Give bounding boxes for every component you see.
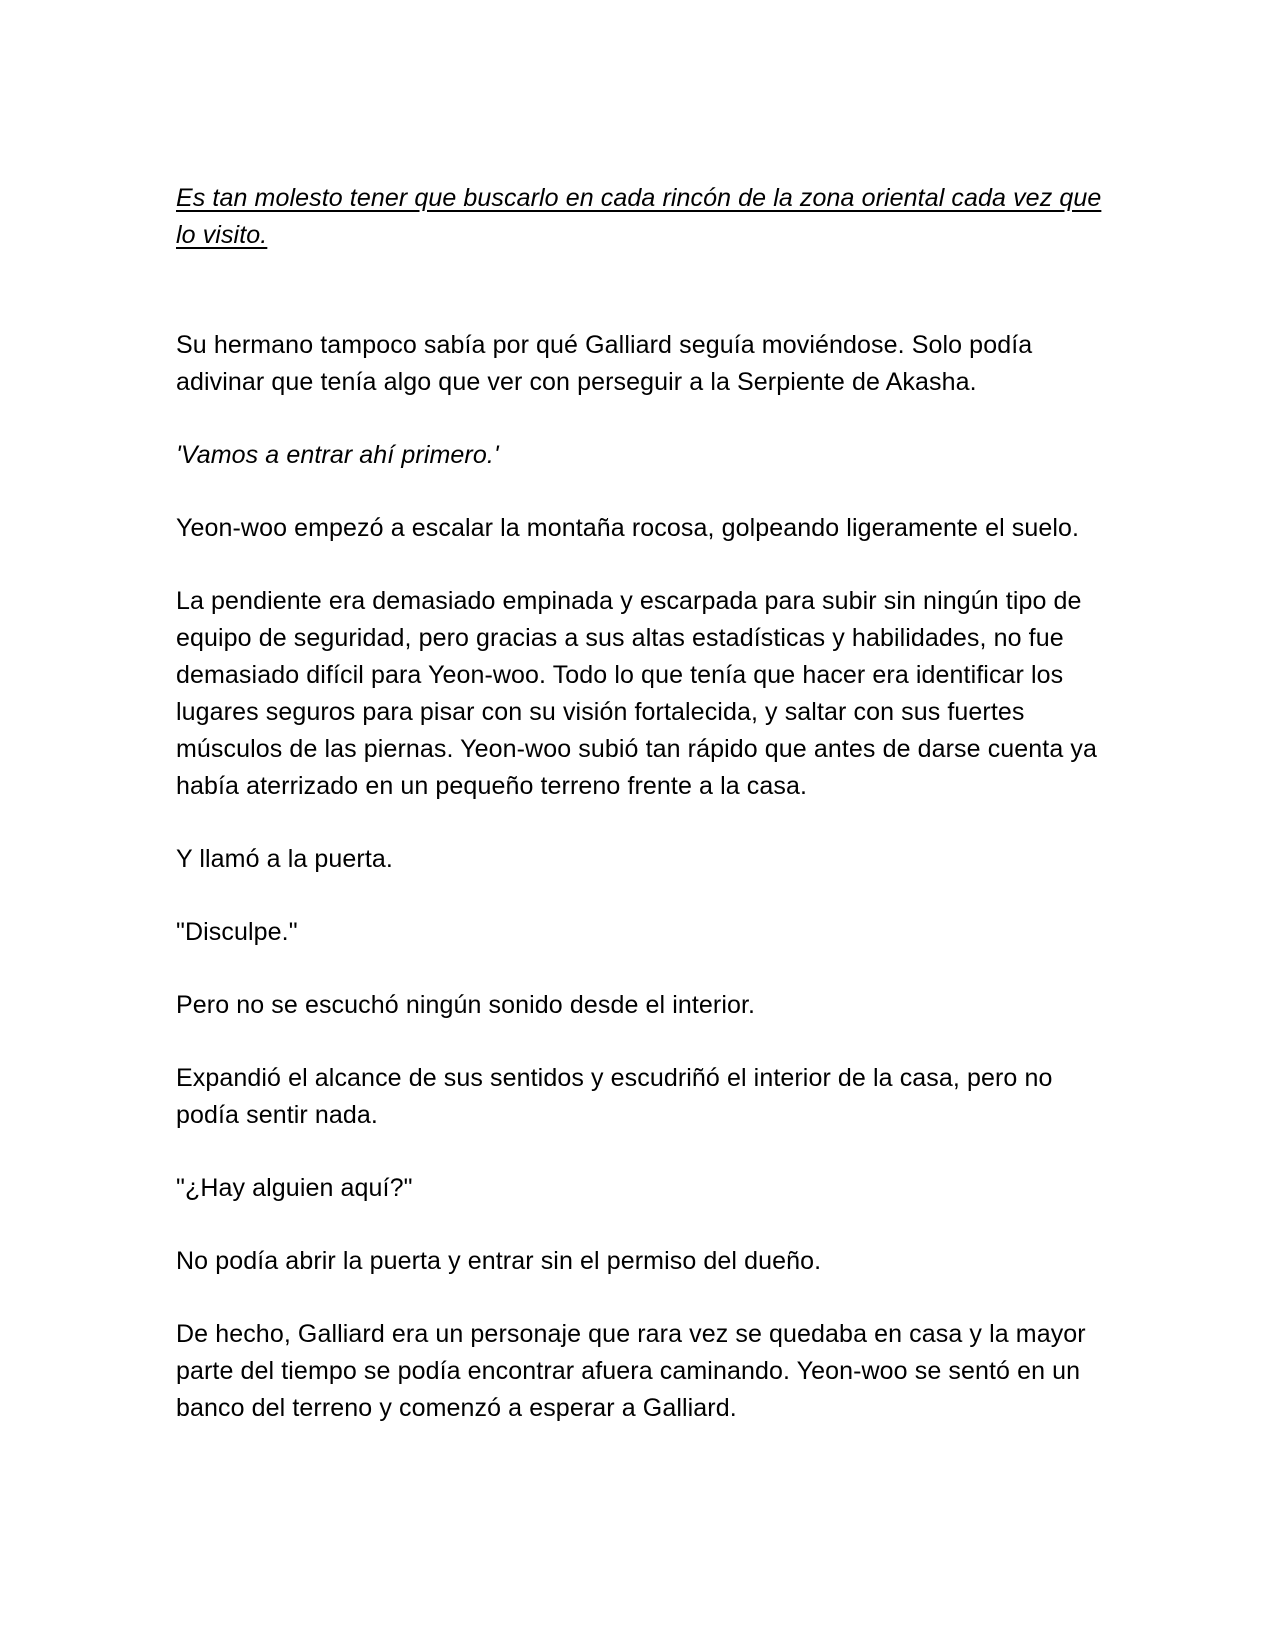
paragraph-7: Pero no se escuchó ningún sonido desde el interior. — [176, 991, 756, 1019]
paragraph-5: Y llamó a la puerta. — [176, 845, 393, 873]
paragraph-3: Yeon-woo empezó a escalar la montaña rocosa, golpeando ligeramente el suelo. — [176, 514, 1080, 542]
paragraph-2-italic-thought: 'Vamos a entrar ahí primero.' — [176, 441, 499, 469]
italic-underlined-heading: Es tan molesto tener que buscarlo en cada rincón de la zona oriental cada vez que lo visito. — [176, 184, 1102, 249]
document-body — [176, 180, 1106, 1427]
paragraph-1: Su hermano tampoco sabía por qué Galliard seguía moviéndose. Solo podía adivinar que tenía algo que ver con perseguir a la Serpiente de Akasha. — [176, 331, 1033, 396]
paragraph-9-dialogue: "¿Hay alguien aquí?" — [176, 1174, 413, 1202]
paragraph-4: La pendiente era demasiado empinada y escarpada para subir sin ningún tipo de equipo de seguridad, pero gracias a sus altas estadísticas y habilidades, no fue demasiado difícil para Yeon-woo. Todo lo que tenía que hacer era identificar los lugares seguros para pisar con su visión fortalecida, y saltar con sus fuertes músculos de las piernas. Yeon-woo subió tan rápido que antes de darse cuenta ya había aterrizado en un pequeño terreno frente a la casa. — [176, 587, 1098, 800]
paragraph-8: Expandió el alcance de sus sentidos y escudriñó el interior de la casa, pero no podía sentir nada. — [176, 1064, 1053, 1129]
paragraph-11: De hecho, Galliard era un personaje que rara vez se quedaba en casa y la mayor parte del tiempo se podía encontrar afuera caminando. Yeon-woo se sentó en un banco del terreno y comenzó a esperar a Galliard. — [176, 1320, 1086, 1422]
paragraph-10: No podía abrir la puerta y entrar sin el permiso del dueño. — [176, 1247, 822, 1275]
paragraph-6-dialogue: "Disculpe." — [176, 918, 298, 946]
